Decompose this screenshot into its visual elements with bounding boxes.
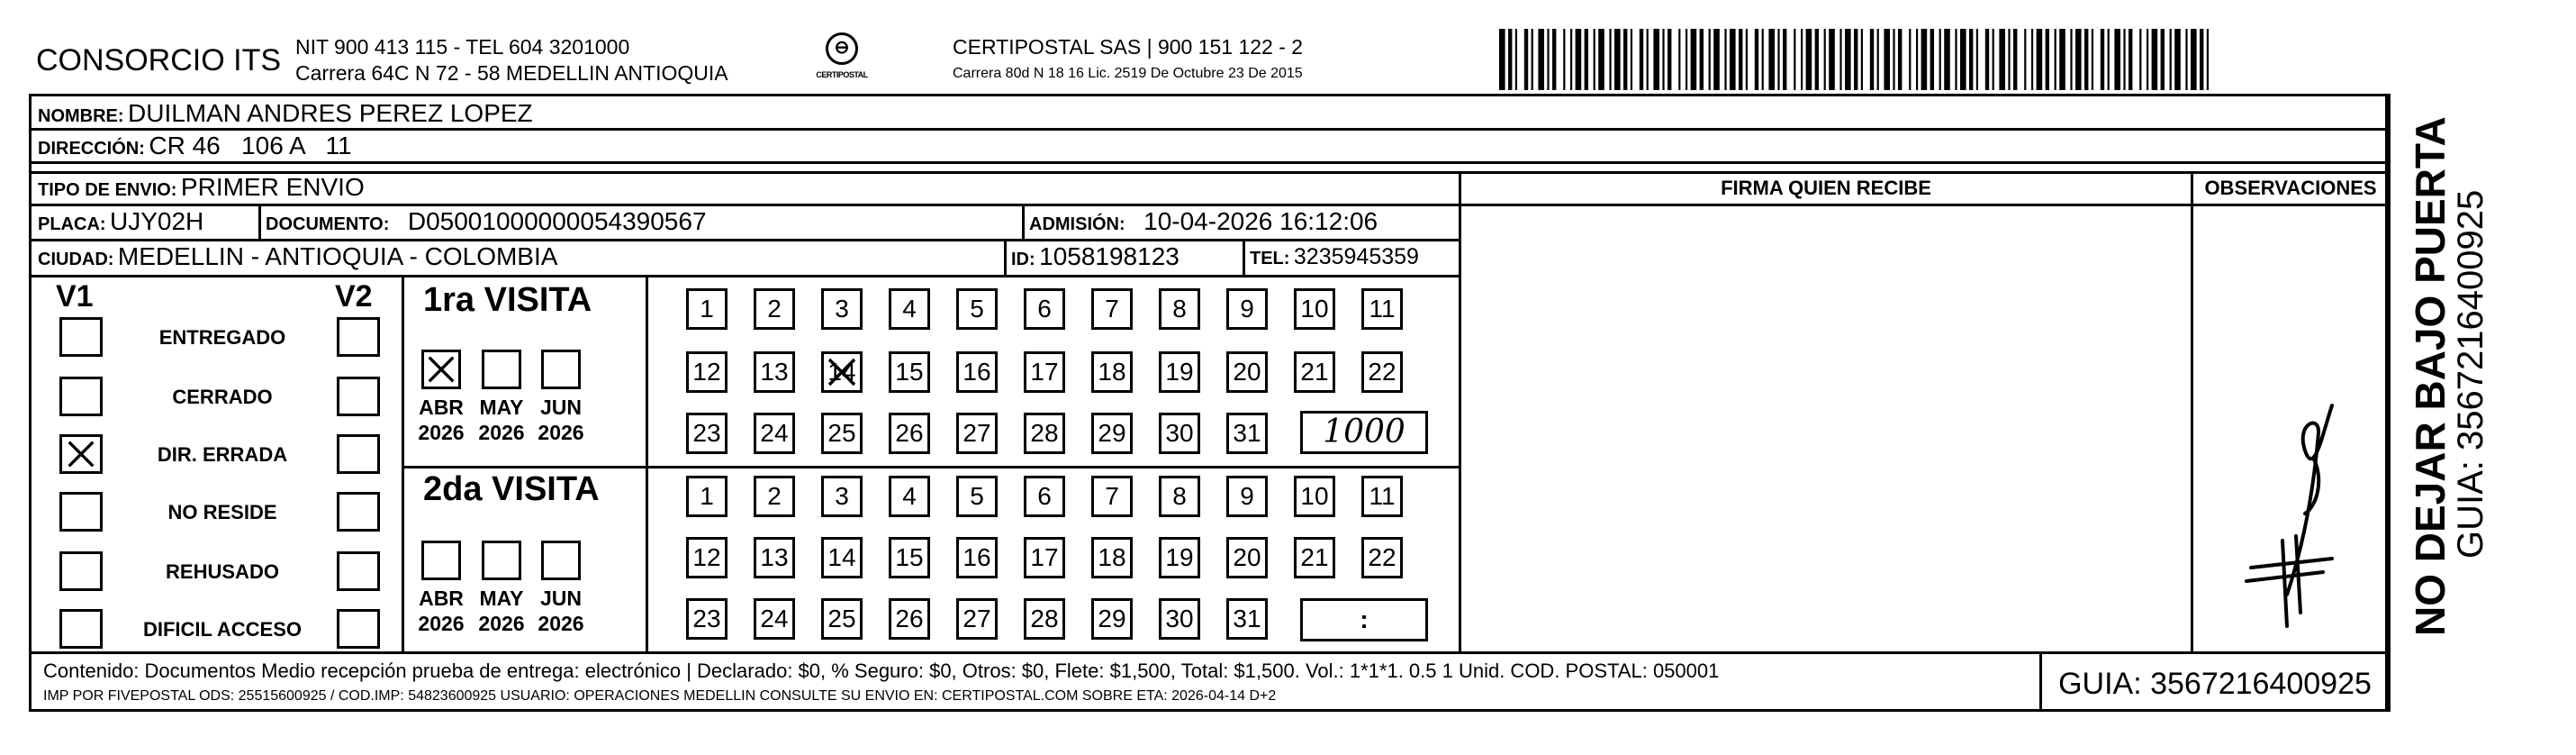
direccion-label: DIRECCIÓN: <box>38 139 145 159</box>
v2-checkbox-3[interactable] <box>337 492 380 532</box>
v1-checkbox-0[interactable] <box>59 317 103 357</box>
certipostal-address: Carrera 80d N 18 16 Lic. 2519 De Octubre 23 De 2015 <box>953 66 1303 81</box>
visit2-day-17[interactable]: 17 <box>1024 537 1065 578</box>
visit2-month-checkbox-1[interactable] <box>482 541 521 580</box>
v1-label: V1 <box>56 279 94 314</box>
visit2-day-8[interactable]: 8 <box>1159 476 1200 517</box>
tel-value: 3235945359 <box>1293 244 1419 269</box>
visit2-day-30[interactable]: 30 <box>1159 598 1200 640</box>
nombre-value: DUILMAN ANDRES PEREZ LOPEZ <box>128 99 533 127</box>
visit2-day-23[interactable]: 23 <box>686 598 728 640</box>
visit2-day-4[interactable]: 4 <box>889 476 930 517</box>
visit1-day-16[interactable]: 16 <box>956 351 998 393</box>
visit1-day-3[interactable]: 3 <box>821 288 863 330</box>
documento-field <box>266 207 707 236</box>
firma-header: FIRMA QUIEN RECIBE <box>1721 177 1931 199</box>
visit1-day-23[interactable]: 23 <box>686 413 728 454</box>
visit2-day-21[interactable]: 21 <box>1294 537 1335 578</box>
company-name: CONSORCIO ITS <box>36 43 282 77</box>
visit2-time-box[interactable]: : <box>1300 598 1428 641</box>
visit2-day-29[interactable]: 29 <box>1091 598 1133 640</box>
footer-guia: GUIA: 3567216400925 <box>2058 667 2372 701</box>
ciudad-field <box>38 242 557 271</box>
observaciones-header: OBSERVACIONES <box>2204 177 2377 199</box>
tipo-envio-field <box>38 173 365 202</box>
visit1-month-checkbox-0[interactable] <box>421 350 461 389</box>
visit2-day-3[interactable]: 3 <box>821 476 863 517</box>
id-label: ID: <box>1011 250 1035 269</box>
visit2-day-7[interactable]: 7 <box>1091 476 1133 517</box>
v1-checkbox-2[interactable] <box>59 434 103 474</box>
ciudad-value: MEDELLIN - ANTIOQUIA - COLOMBIA <box>117 242 558 270</box>
logo-text: CERTIPOSTAL <box>816 70 868 79</box>
visit1-day-27[interactable]: 27 <box>956 413 998 454</box>
visit2-day-14[interactable]: 14 <box>821 537 863 578</box>
visit1-month-label: JUN 2026 <box>538 396 584 444</box>
tipo-envio-value: PRIMER ENVIO <box>180 173 365 201</box>
visit2-month-checkbox-2[interactable] <box>541 541 581 580</box>
status-option-label: CERRADO <box>172 386 273 408</box>
visit1-day-28[interactable]: 28 <box>1024 413 1065 454</box>
v1-checkbox-1[interactable] <box>59 377 103 416</box>
tel-label: TEL: <box>1250 249 1290 268</box>
visit2-day-27[interactable]: 27 <box>956 598 998 640</box>
id-field <box>1011 242 1180 271</box>
visit1-month-label: MAY 2026 <box>478 396 525 444</box>
tipo-envio-label: TIPO DE ENVIO: <box>38 180 177 200</box>
visit1-day-12[interactable]: 12 <box>686 351 728 393</box>
visit2-day-24[interactable]: 24 <box>754 598 795 640</box>
visit1-title: 1ra VISITA <box>423 281 592 319</box>
nombre-field <box>38 99 533 128</box>
v1-checkbox-5[interactable] <box>59 609 103 649</box>
visit2-month-checkbox-0[interactable] <box>421 541 461 580</box>
visit1-day-20[interactable]: 20 <box>1226 351 1268 393</box>
visit2-day-1[interactable]: 1 <box>686 476 728 517</box>
visit1-day-13[interactable]: 13 <box>754 351 795 393</box>
visit2-day-10[interactable]: 10 <box>1294 476 1335 517</box>
documento-label: DOCUMENTO: <box>266 214 390 234</box>
company-address: Carrera 64C N 72 - 58 MEDELLIN ANTIOQUIA <box>295 61 728 85</box>
visit2-day-22[interactable]: 22 <box>1361 537 1403 578</box>
visit1-month-checkbox-1[interactable] <box>482 350 521 389</box>
visit1-day-21[interactable]: 21 <box>1294 351 1335 393</box>
visit2-day-11[interactable]: 11 <box>1361 476 1403 517</box>
v1-checkbox-4[interactable] <box>59 551 103 591</box>
visit2-day-5[interactable]: 5 <box>956 476 998 517</box>
visit2-day-18[interactable]: 18 <box>1091 537 1133 578</box>
visit2-day-6[interactable]: 6 <box>1024 476 1065 517</box>
v2-checkbox-0[interactable] <box>337 317 380 357</box>
visit2-day-25[interactable]: 25 <box>821 598 863 640</box>
status-option-label: ENTREGADO <box>158 326 286 349</box>
admision-field <box>1029 207 1378 236</box>
visit2-day-19[interactable]: 19 <box>1159 537 1200 578</box>
visit2-day-20[interactable]: 20 <box>1226 537 1268 578</box>
visit2-month-label: JUN 2026 <box>538 587 584 635</box>
visit1-day-30[interactable]: 30 <box>1159 413 1200 454</box>
imp-text: IMP POR FIVEPOSTAL ODS: 25515600925 / COD.IMP: 54823600925 USUARIO: OPERACIONES MEDELLIN CONSULTE SU ENVIO EN: CERTIPOSTAL.COM SOBRE ETA: 2026-04-14 D+2 <box>43 688 1277 704</box>
v2-checkbox-2[interactable] <box>337 434 380 474</box>
visit2-day-15[interactable]: 15 <box>889 537 930 578</box>
barcode-icon <box>1497 29 2218 90</box>
visit2-day-31[interactable]: 31 <box>1226 598 1268 640</box>
visit1-day-10[interactable]: 10 <box>1294 288 1335 330</box>
visit1-day-31[interactable]: 31 <box>1226 413 1268 454</box>
visit2-day-12[interactable]: 12 <box>686 537 728 578</box>
ciudad-label: CIUDAD: <box>38 250 114 269</box>
v2-checkbox-4[interactable] <box>337 551 380 591</box>
visit1-day-18[interactable]: 18 <box>1091 351 1133 393</box>
visit2-day-26[interactable]: 26 <box>889 598 930 640</box>
status-option-label: DIR. ERRADA <box>157 443 288 466</box>
visit1-day-25[interactable]: 25 <box>821 413 863 454</box>
visit1-day-7[interactable]: 7 <box>1091 288 1133 330</box>
v2-checkbox-5[interactable] <box>337 609 380 649</box>
visit2-month-label: ABR 2026 <box>418 587 465 635</box>
nombre-label: NOMBRE: <box>38 106 124 126</box>
no-dejar-bajo-puerta: NO DEJAR BAJO PUERTA <box>2407 116 2454 636</box>
visit1-day-9[interactable]: 9 <box>1226 288 1268 330</box>
visit1-day-8[interactable]: 8 <box>1159 288 1200 330</box>
visit1-day-19[interactable]: 19 <box>1159 351 1200 393</box>
signature-icon <box>2233 378 2350 631</box>
visit1-day-17[interactable]: 17 <box>1024 351 1065 393</box>
certipostal-info <box>953 34 1303 86</box>
side-guia: GUIA: 3567216400925 <box>2451 189 2490 559</box>
v2-checkbox-1[interactable] <box>337 377 380 416</box>
visit2-day-28[interactable]: 28 <box>1024 598 1065 640</box>
visit2-title: 2da VISITA <box>423 470 600 508</box>
placa-field <box>38 207 203 236</box>
visit1-day-4[interactable]: 4 <box>889 288 930 330</box>
visit1-month-label: ABR 2026 <box>418 396 465 444</box>
logo-mark-icon: ⊖ <box>834 38 850 58</box>
id-value: 1058198123 <box>1039 242 1180 270</box>
visit2-day-13[interactable]: 13 <box>754 537 795 578</box>
direccion-value: CR 46 106 A 11 <box>149 132 352 159</box>
visit1-day-24[interactable]: 24 <box>754 413 795 454</box>
visit1-day-14[interactable]: 14 <box>821 351 863 393</box>
visit1-day-22[interactable]: 22 <box>1361 351 1403 393</box>
visit2-day-2[interactable]: 2 <box>754 476 795 517</box>
admision-value: 10-04-2026 16:12:06 <box>1143 207 1378 235</box>
contenido-text: Contenido: Documentos Medio recepción prueba de entrega: electrónico | Declarado: $0, % Seguro: $0, Otros: $0, Flete: $1,500, Total: $1,500. Vol.: 1*1*1. 0.5 1 Unid. COD. POSTAL: 050001 <box>43 659 1720 682</box>
visit2-day-16[interactable]: 16 <box>956 537 998 578</box>
visit1-time-box[interactable]: 1000 <box>1300 411 1428 454</box>
nit-line: NIT 900 413 115 - TEL 604 3201000 <box>295 35 630 59</box>
admision-label: ADMISIÓN: <box>1029 214 1125 234</box>
placa-value: UJY02H <box>110 207 204 235</box>
visit1-day-26[interactable]: 26 <box>889 413 930 454</box>
status-option-label: REHUSADO <box>166 560 279 583</box>
status-option-label: DIFICIL ACCESO <box>142 618 302 641</box>
visit1-day-11[interactable]: 11 <box>1361 288 1403 330</box>
visit1-day-5[interactable]: 5 <box>956 288 998 330</box>
company-info <box>295 34 728 86</box>
v1-checkbox-3[interactable] <box>59 492 103 532</box>
visit1-day-15[interactable]: 15 <box>889 351 930 393</box>
tel-field <box>1250 244 1419 270</box>
visit1-day-6[interactable]: 6 <box>1024 288 1065 330</box>
visit1-day-1[interactable]: 1 <box>686 288 728 330</box>
placa-label: PLACA: <box>38 214 106 234</box>
visit2-day-9[interactable]: 9 <box>1226 476 1268 517</box>
visit1-month-checkbox-2[interactable] <box>541 350 581 389</box>
certipostal-line: CERTIPOSTAL SAS | 900 151 122 - 2 <box>953 35 1304 59</box>
visit1-day-29[interactable]: 29 <box>1091 413 1133 454</box>
v2-label: V2 <box>335 279 373 314</box>
certipostal-logo <box>815 32 869 88</box>
visit2-month-label: MAY 2026 <box>478 587 525 635</box>
status-option-label: NO RESIDE <box>167 501 277 523</box>
documento-value: D05001000000054390567 <box>407 207 707 235</box>
direccion-field <box>38 132 352 160</box>
visit1-day-2[interactable]: 2 <box>754 288 795 330</box>
